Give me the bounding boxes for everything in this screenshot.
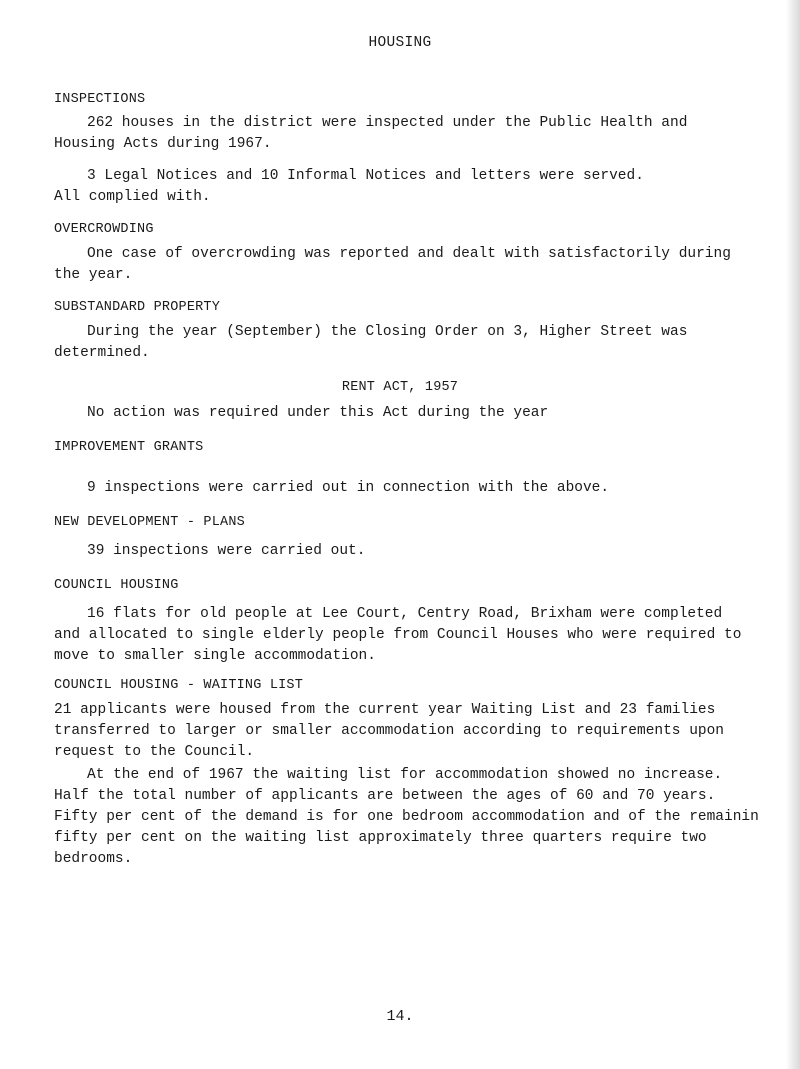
text-line: All complied with. — [54, 189, 211, 205]
heading-council-housing: COUNCIL HOUSING — [54, 578, 179, 593]
text-line: the year. — [54, 267, 133, 283]
paragraph-substandard-property — [54, 322, 774, 364]
text-line: and allocated to single elderly people from Council Houses who were required to — [54, 627, 742, 643]
text-line: One case of overcrowding was reported and dealt with satisfactorily during — [87, 246, 731, 262]
text-line: fifty per cent on the waiting list approximately three quarters require two — [54, 830, 707, 846]
text-line: At the end of 1967 the waiting list for accommodation showed no increase. — [87, 767, 723, 783]
paragraph-waiting-list-2 — [54, 765, 774, 870]
page-number: 14. — [386, 1008, 414, 1025]
paragraph-overcrowding — [54, 244, 774, 286]
text-line: Housing Acts during 1967. — [54, 136, 272, 152]
heading-inspections: INSPECTIONS — [54, 92, 146, 107]
heading-new-development: NEW DEVELOPMENT - PLANS — [54, 515, 245, 530]
heading-substandard-property: SUBSTANDARD PROPERTY — [54, 300, 221, 315]
text-line: 16 flats for old people at Lee Court, Centry Road, Brixham were completed — [87, 606, 723, 622]
text-line: Fifty per cent of the demand is for one bedroom accommodation and of the remainin — [54, 809, 759, 825]
text-line: 262 houses in the district were inspected under the Public Health and — [87, 115, 688, 131]
paragraph-new-development — [54, 541, 774, 562]
text-line: 9 inspections were carried out in connection with the above. — [87, 480, 610, 496]
paragraph-improvement-grants — [54, 478, 774, 499]
text-line: Half the total number of applicants are between the ages of 60 and 70 years. — [54, 788, 716, 804]
heading-overcrowding: OVERCROWDING — [54, 222, 154, 237]
text-line: bedrooms. — [54, 851, 133, 867]
paragraph-waiting-list-1 — [54, 700, 774, 763]
page-edge-shadow — [786, 0, 800, 1069]
text-line: transferred to larger or smaller accommodation according to requirements upon — [54, 723, 725, 739]
text-line: 39 inspections were carried out. — [87, 543, 366, 559]
paragraph-inspections-1 — [54, 113, 774, 155]
page-title: HOUSING — [368, 35, 432, 51]
heading-improvement-grants: IMPROVEMENT GRANTS — [54, 440, 204, 455]
text-line: 3 Legal Notices and 10 Informal Notices and letters were served. — [87, 168, 644, 184]
text-line: determined. — [54, 345, 150, 361]
paragraph-council-housing — [54, 604, 774, 667]
paragraph-inspections-2 — [54, 166, 774, 208]
text-line: No action was required under this Act during the year — [87, 405, 549, 421]
paragraph-rent-act — [54, 403, 774, 424]
text-line: 21 applicants were housed from the current year Waiting List and 23 families — [54, 702, 716, 718]
text-line: During the year (September) the Closing Order on 3, Higher Street was — [87, 324, 688, 340]
heading-rent-act: RENT ACT, 1957 — [341, 380, 459, 395]
text-line: request to the Council. — [54, 744, 255, 760]
text-line: move to smaller single accommodation. — [54, 648, 376, 664]
heading-waiting-list: COUNCIL HOUSING - WAITING LIST — [54, 678, 304, 693]
